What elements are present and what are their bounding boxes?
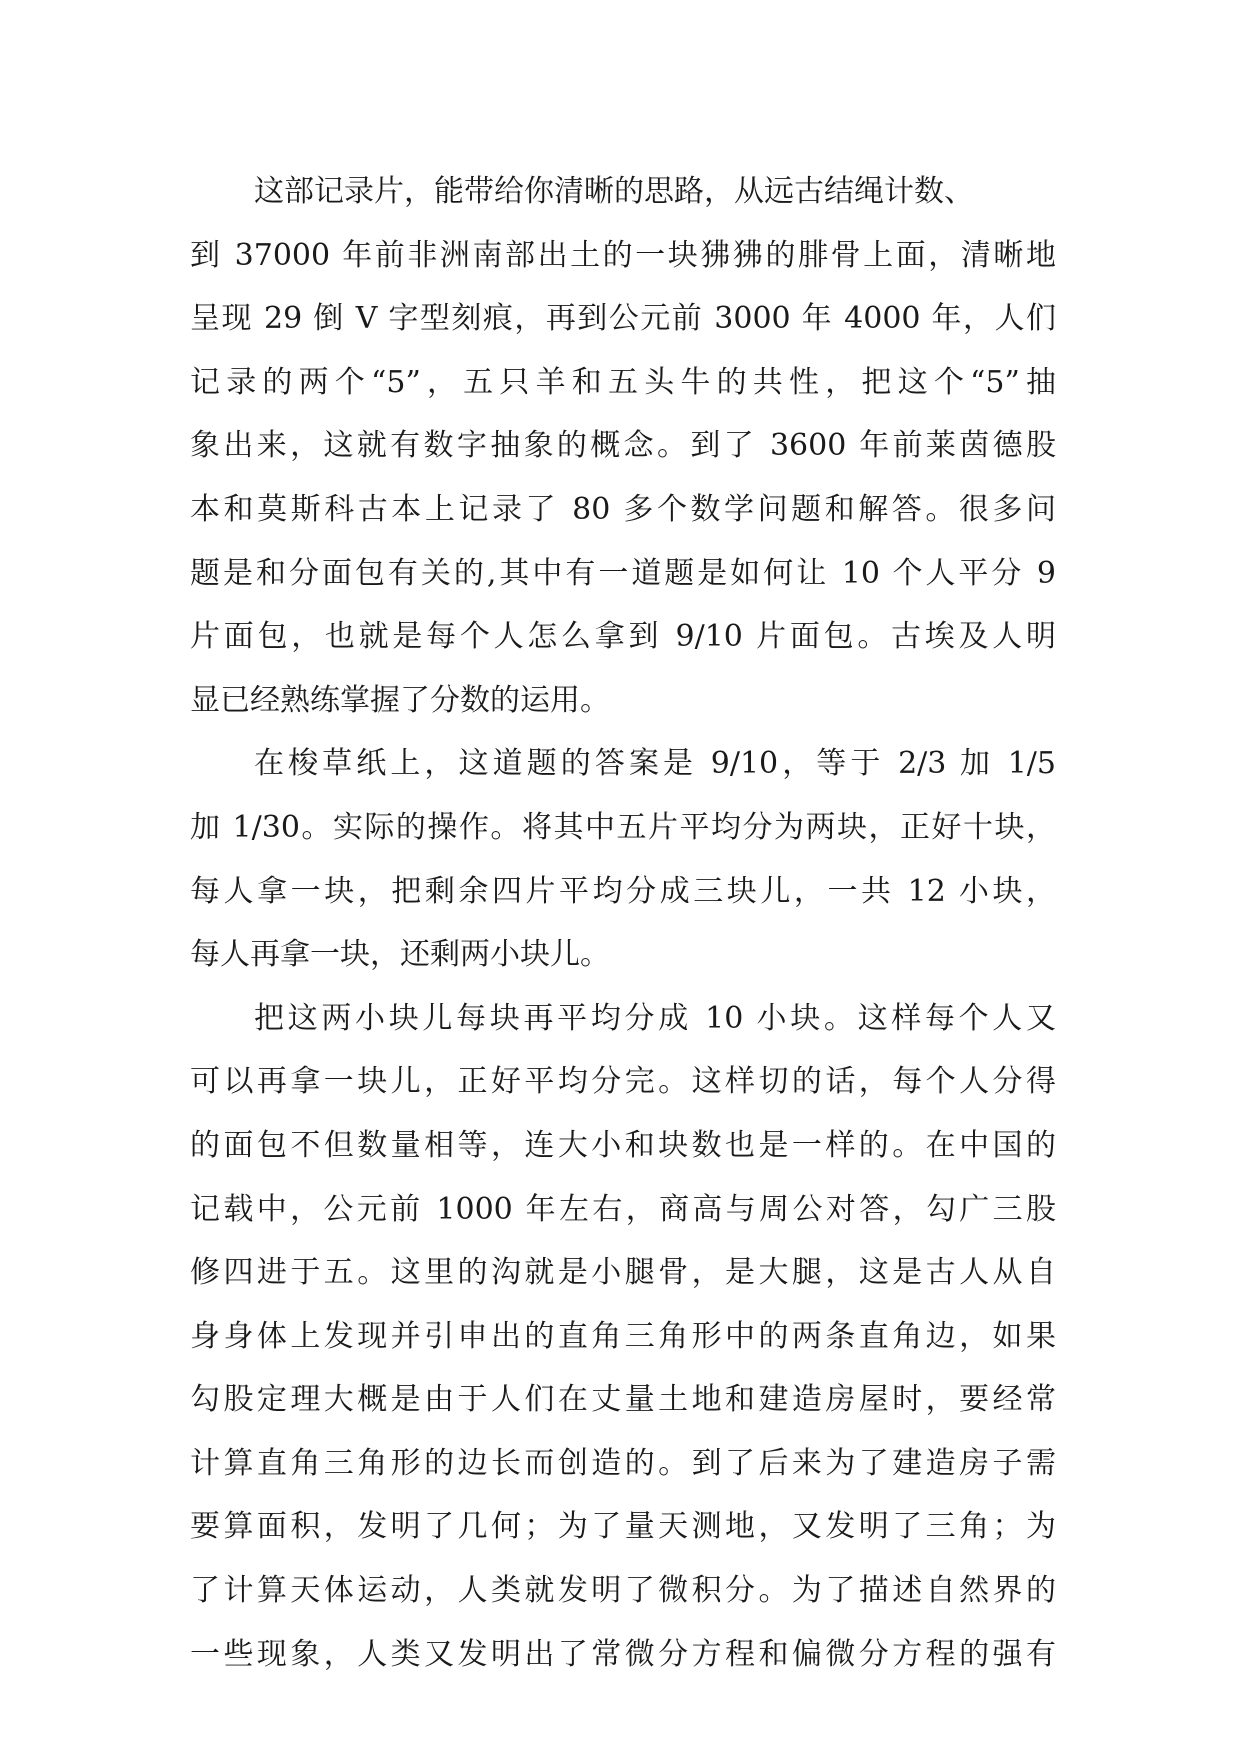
text-line: 一些现象，人类又发明出了常微分方程和偏微分方程的强有 <box>190 1636 1056 1672</box>
text-line: 修四进于五。这里的沟就是小腿骨，是大腿，这是古人从自 <box>190 1255 1056 1291</box>
text-line: 显已经熟练掌握了分数的运用。 <box>190 682 610 718</box>
text-line: 本和莫斯科古本上记录了 80 多个数学问题和解答。很多问 <box>190 491 1056 527</box>
text-line: 每人再拿一块，还剩两小块儿。 <box>190 937 610 973</box>
text-line: 勾股定理大概是由于人们在丈量土地和建造房屋时，要经常 <box>190 1382 1056 1418</box>
text-line: 象出来，这就有数字抽象的概念。到了 3600 年前莱茵德股 <box>190 428 1056 464</box>
text-line: 记载中，公元前 1000 年左右，商高与周公对答，勾广三股 <box>190 1191 1056 1227</box>
text-line: 把这两小块儿每块再平均分成 10 小块。这样每个人又 <box>254 1000 1056 1036</box>
text-line: 记录的两个“5”，五只羊和五头牛的共性，把这个“5”抽 <box>190 364 1056 400</box>
document-body <box>190 160 1056 1686</box>
text-line: 身身体上发现并引申出的直角三角形中的两条直角边，如果 <box>190 1318 1056 1354</box>
text-line: 计算直角三角形的边长而创造的。到了后来为了建造房子需 <box>190 1445 1056 1481</box>
text-line: 加 1/30。实际的操作。将其中五片平均分为两块，正好十块， <box>190 809 1056 845</box>
text-line: 片面包，也就是每个人怎么拿到 9/10 片面包。古埃及人明 <box>190 619 1056 655</box>
text-line: 的面包不但数量相等，连大小和块数也是一样的。在中国的 <box>190 1127 1056 1163</box>
text-line: 了计算天体运动，人类就发明了微积分。为了描述自然界的 <box>190 1573 1056 1609</box>
text-line: 可以再拿一块儿，正好平均分完。这样切的话，每个人分得 <box>190 1064 1056 1100</box>
text-line: 这部记录片，能带给你清晰的思路，从远古结绳计数、 <box>254 174 974 209</box>
text-line: 在梭草纸上，这道题的答案是 9/10，等于 2/3 加 1/5 <box>254 746 1056 782</box>
text-line: 呈现 29 倒 V 字型刻痕，再到公元前 3000 年 4000 年，人们 <box>190 301 1056 337</box>
text-line: 到 37000 年前非洲南部出土的一块狒狒的腓骨上面，清晰地 <box>190 237 1056 273</box>
text-line: 每人拿一块，把剩余四片平均分成三块儿，一共 12 小块， <box>190 873 1056 909</box>
text-line: 要算面积，发明了几何；为了量天测地，又发明了三角；为 <box>190 1509 1056 1545</box>
text-line: 题是和分面包有关的,其中有一道题是如何让 10 个人平分 9 <box>190 555 1056 591</box>
